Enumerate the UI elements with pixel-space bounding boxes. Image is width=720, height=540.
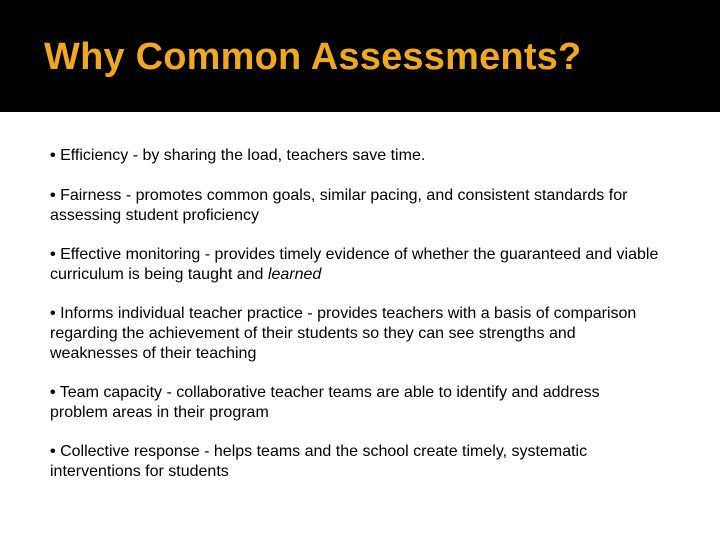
slide-title: Why Common Assessments?: [44, 36, 582, 78]
bullet-text: Team capacity - collaborative teacher teams are able to identify and address problem areas in their program: [50, 384, 600, 421]
bullet-efficiency: [50, 146, 660, 166]
bullet-marker: •: [50, 384, 56, 401]
bullet-text: Fairness - promotes common goals, similar pacing, and consistent standards for assessing student proficiency: [50, 187, 628, 224]
bullet-marker: •: [50, 147, 56, 164]
bullet-marker: •: [50, 443, 56, 460]
bullet-marker: •: [50, 246, 56, 263]
title-band: [0, 0, 720, 112]
bullet-text: Effective monitoring - provides timely evidence of whether the guaranteed and viable curriculum is being taught and: [50, 246, 659, 283]
bullet-team-capacity: [50, 383, 660, 423]
bullet-list: [50, 146, 660, 501]
bullet-emphasis: learned: [267, 266, 322, 283]
bullet-marker: •: [50, 305, 56, 322]
bullet-informs-practice: [50, 304, 660, 364]
bullet-text: Informs individual teacher practice - provides teachers with a basis of comparison regarding the achievement of their students so they can see strengths and weaknesses of their teaching: [50, 305, 637, 362]
bullet-effective-monitoring: [50, 245, 660, 285]
bullet-marker: •: [50, 187, 56, 204]
bullet-text: Efficiency - by sharing the load, teachers save time.: [60, 147, 426, 164]
bullet-fairness: [50, 186, 660, 226]
bullet-text: Collective response - helps teams and the school create timely, systematic interventions for students: [50, 443, 588, 480]
bullet-collective-response: [50, 442, 660, 482]
